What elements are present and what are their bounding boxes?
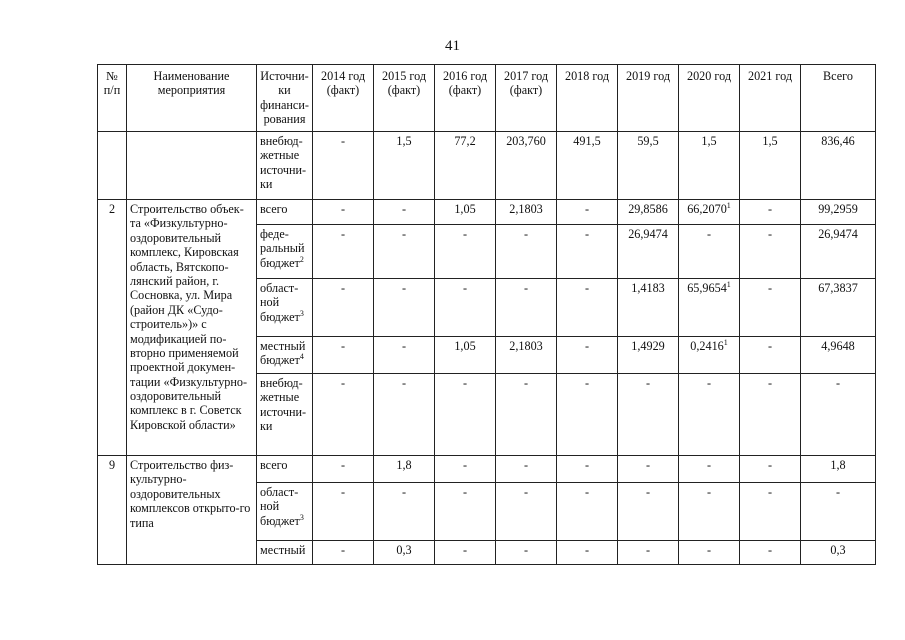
- cell-2019: -: [618, 374, 679, 456]
- cell-2021: -: [740, 374, 801, 456]
- cell-2017: 203,760: [496, 132, 557, 200]
- cell-2021: -: [740, 279, 801, 337]
- cell-source: [257, 374, 313, 456]
- header-2018: 2018 год: [557, 65, 618, 132]
- footnote-mark: 3: [299, 512, 304, 522]
- cell-2018: -: [557, 541, 618, 565]
- table-row: [98, 132, 876, 200]
- cell-2021: -: [740, 541, 801, 565]
- cell-2018: 491,5: [557, 132, 618, 200]
- cell-2015: -: [374, 374, 435, 456]
- cell-2017: -: [496, 374, 557, 456]
- cell-2014: -: [313, 200, 374, 225]
- cell-source: [257, 483, 313, 541]
- cell-2021: 1,5: [740, 132, 801, 200]
- cell-total: 0,3: [801, 541, 876, 565]
- cell-2020: -: [679, 483, 740, 541]
- cell-2020: -: [679, 225, 740, 279]
- header-source: Источни-ки финанси-рования: [257, 65, 313, 132]
- cell-2018: -: [557, 456, 618, 483]
- footnote-mark: 4: [299, 352, 304, 362]
- cell-2016: -: [435, 541, 496, 565]
- cell-total: 26,9474: [801, 225, 876, 279]
- cell-2020: -: [679, 541, 740, 565]
- cell-source: [257, 225, 313, 279]
- cell-2019: 1,4929: [618, 337, 679, 374]
- cell-2015: -: [374, 225, 435, 279]
- cell-2014: -: [313, 279, 374, 337]
- cell-2017: -: [496, 483, 557, 541]
- header-2014: 2014 год (факт): [313, 65, 374, 132]
- header-row: [98, 65, 876, 132]
- cell-2017: -: [496, 279, 557, 337]
- header-2021: 2021 год: [740, 65, 801, 132]
- cell-2016: 77,2: [435, 132, 496, 200]
- cell-2014: -: [313, 337, 374, 374]
- cell-2016: -: [435, 225, 496, 279]
- cell-2019: 26,9474: [618, 225, 679, 279]
- cell-2017: 2,1803: [496, 200, 557, 225]
- cell-name: [127, 132, 257, 200]
- source-text: област-ной бюджет: [260, 281, 300, 324]
- header-2019: 2019 год: [618, 65, 679, 132]
- cell-2020: -: [679, 374, 740, 456]
- cell-2017: -: [496, 456, 557, 483]
- cell-source: местный: [257, 541, 313, 565]
- cell-2021: -: [740, 337, 801, 374]
- source-text: всего: [260, 202, 288, 216]
- cell-name: Строительство физ-культурно-оздоровительных комплексов открыто-го типа: [127, 456, 257, 565]
- cell-2014: -: [313, 456, 374, 483]
- cell-2016: 1,05: [435, 200, 496, 225]
- cell-2020: [679, 337, 740, 374]
- cell-2015: -: [374, 279, 435, 337]
- cell-2021: -: [740, 456, 801, 483]
- cell-2020: 1,5: [679, 132, 740, 200]
- cell-2015: -: [374, 483, 435, 541]
- cell-idx: 9: [98, 456, 127, 565]
- cell-2021: -: [740, 483, 801, 541]
- footnote-mark: 1: [723, 337, 728, 347]
- table-row: [98, 200, 876, 225]
- cell-source: [257, 279, 313, 337]
- cell-total: 99,2959: [801, 200, 876, 225]
- table-row: [98, 456, 876, 483]
- cell-2019: 59,5: [618, 132, 679, 200]
- cell-2019: 29,8586: [618, 200, 679, 225]
- cell-2014: -: [313, 541, 374, 565]
- cell-2015: 0,3: [374, 541, 435, 565]
- cell-total: 836,46: [801, 132, 876, 200]
- header-2016: 2016 год (факт): [435, 65, 496, 132]
- footnote-mark: 2: [299, 254, 304, 264]
- page-number: 41: [445, 38, 460, 54]
- value-text: 66,2070: [687, 202, 727, 216]
- cell-2016: -: [435, 279, 496, 337]
- cell-2018: -: [557, 279, 618, 337]
- cell-2019: 1,4183: [618, 279, 679, 337]
- cell-2015: 1,5: [374, 132, 435, 200]
- cell-2016: -: [435, 483, 496, 541]
- cell-total: -: [801, 374, 876, 456]
- cell-source: всего: [257, 456, 313, 483]
- cell-2015: -: [374, 337, 435, 374]
- footnote-mark: 3: [299, 308, 304, 318]
- cell-2020: [679, 200, 740, 225]
- cell-source: внебюд-жетные источни-ки: [257, 132, 313, 200]
- cell-2014: -: [313, 132, 374, 200]
- cell-2014: -: [313, 483, 374, 541]
- cell-total: 1,8: [801, 456, 876, 483]
- cell-2017: -: [496, 225, 557, 279]
- cell-source: [257, 200, 313, 225]
- funding-table: [97, 64, 876, 565]
- cell-2016: -: [435, 374, 496, 456]
- header-2020: 2020 год: [679, 65, 740, 132]
- source-text: внебюд-жетные источни-ки: [260, 376, 307, 434]
- cell-2018: -: [557, 483, 618, 541]
- cell-2015: -: [374, 200, 435, 225]
- cell-2014: -: [313, 225, 374, 279]
- cell-2014: -: [313, 374, 374, 456]
- cell-2019: -: [618, 483, 679, 541]
- cell-2018: -: [557, 200, 618, 225]
- cell-2020: [679, 279, 740, 337]
- cell-2019: -: [618, 541, 679, 565]
- source-text: област-ной бюджет: [260, 485, 300, 528]
- cell-2019: -: [618, 456, 679, 483]
- cell-idx: [98, 132, 127, 200]
- header-name: Наименование мероприятия: [127, 65, 257, 132]
- cell-2015: 1,8: [374, 456, 435, 483]
- cell-total: -: [801, 483, 876, 541]
- footnote-mark: 1: [726, 279, 731, 289]
- cell-2017: -: [496, 541, 557, 565]
- value-text: 65,9654: [687, 281, 727, 295]
- cell-2021: -: [740, 225, 801, 279]
- cell-2018: -: [557, 374, 618, 456]
- cell-2021: -: [740, 200, 801, 225]
- cell-source: [257, 337, 313, 374]
- source-text: феде-ральный бюджет: [260, 227, 305, 270]
- header-2017: 2017 год (факт): [496, 65, 557, 132]
- header-total: Всего: [801, 65, 876, 132]
- header-idx: № п/п: [98, 65, 127, 132]
- footnote-mark: 1: [726, 200, 731, 210]
- cell-2018: -: [557, 337, 618, 374]
- cell-total: 67,3837: [801, 279, 876, 337]
- cell-2020: -: [679, 456, 740, 483]
- cell-2018: -: [557, 225, 618, 279]
- value-text: 0,2416: [690, 339, 724, 353]
- cell-2016: 1,05: [435, 337, 496, 374]
- cell-total: 4,9648: [801, 337, 876, 374]
- cell-idx: 2: [98, 200, 127, 456]
- cell-2017: 2,1803: [496, 337, 557, 374]
- cell-2016: -: [435, 456, 496, 483]
- header-2015: 2015 год (факт): [374, 65, 435, 132]
- cell-name: Строительство объек-та «Физкультурно-оздоровительный комплекс, Кировская область, Вятскопо-лянский район, г. Сосновка, ул. Мира (район ДК «Судо-строитель»)» с модификацией по-вторно применяемой проектной докумен-тации «Физкультурно-оздоровительный комплекс в г. Советск Кировской области»: [127, 200, 257, 456]
- source-text: местный бюджет: [260, 339, 306, 368]
